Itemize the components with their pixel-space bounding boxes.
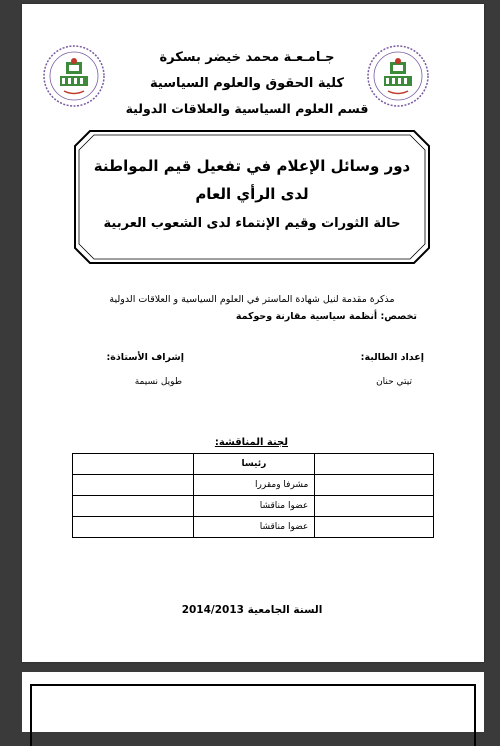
memo-description: مذكرة مقدمة لنيل شهادة الماستر في العلوم السياسية و العلاقات الدولية (109, 294, 395, 305)
thesis-subtitle: حالة الثورات وقيم الإنتماء لدى الشعوب العربية (103, 216, 401, 231)
prepared-by-label: إعداد الطالبة: (360, 352, 424, 363)
table-cell (73, 517, 194, 538)
committee-role: رئيسا (193, 454, 315, 475)
next-page (22, 672, 484, 732)
university-logo-icon (366, 44, 430, 108)
supervisor-label: إشراف الأستاذة: (106, 352, 184, 363)
student-name: تيتي حنان (376, 377, 412, 387)
table-cell (315, 496, 434, 517)
table-cell (73, 454, 194, 475)
table-cell (73, 496, 194, 517)
title-frame (74, 130, 430, 264)
table-row (73, 475, 434, 496)
table-row (73, 496, 434, 517)
academic-year: السنة الجامعية 2014/2013 (181, 604, 323, 616)
supervisor-name: طويل نسيمة (134, 377, 182, 387)
department-name: قسم العلوم السياسية والعلاقات الدولية (125, 101, 369, 116)
next-page-frame (30, 684, 476, 746)
table-cell (73, 475, 194, 496)
faculty-name: كلية الحقوق والعلوم السياسية (150, 76, 344, 91)
committee-label: لجنة المناقشة: (214, 437, 288, 448)
table-cell (315, 475, 434, 496)
document-page (22, 4, 484, 662)
table-cell (315, 517, 434, 538)
table-cell (315, 454, 434, 475)
committee-role: عضوا مناقشا (193, 517, 315, 538)
university-name: جـامـعـة محمد خيضر بسكرة (159, 50, 335, 65)
university-logo-icon (42, 44, 106, 108)
committee-role: عضوا مناقشا (193, 496, 315, 517)
table-row (73, 454, 434, 475)
table-row (73, 517, 434, 538)
committee-role: مشرفا ومقررا (193, 475, 315, 496)
committee-table (72, 453, 434, 538)
thesis-title: دور وسائل الإعلام في تفعيل قيم المواطنة لدى الرأي العام (93, 157, 411, 203)
specialization: تخصص: أنظمة سياسية مقارنة وحوكمة (235, 311, 417, 322)
